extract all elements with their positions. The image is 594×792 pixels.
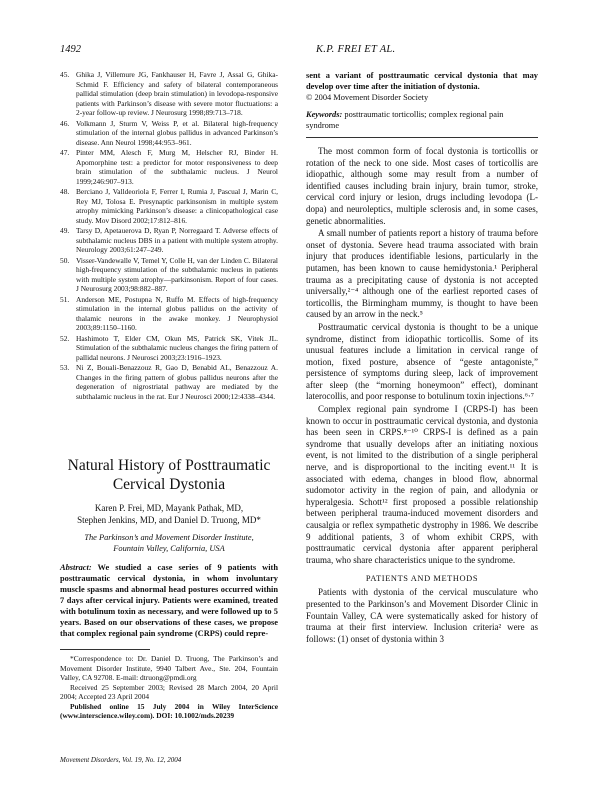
reference-item: 50. Visser-Vandewalle V, Temel Y, Colle H, van der Linden C. Bilateral high-frequency stimulation of the subthalamic nucleus in patients with multiple system atrophy—parkinsonism. Report of four cases. J Neurosurg 2003;98:882–887. — [60, 255, 278, 293]
running-title: K.P. FREI ET AL. — [316, 44, 396, 55]
reference-item: 53. Ni Z, Bouali-Benazzouz R, Gao D, Benabid AL, Benazzouz A. Changes in the firing pattern of globus pallidus neurons after the degeneration of nigrostriatal pathway are mediated by the subthalamic nucleus in the rat. Eur J Neurosci 2000;12:4338–4344. — [60, 363, 278, 401]
published-note: Published online 15 July 2004 in Wiley InterScience (www.interscience.wiley.com). DOI: 10.1002/mds.20239 — [60, 701, 278, 720]
reference-item: 52. Hashimoto T, Elder CM, Okun MS, Patrick SK, Vitek JL. Stimulation of the subthalamic nucleus changes the firing pattern of pallidal neurons. J Neurosci 2003;23:1916–1923. — [60, 333, 278, 362]
abstract-continuation: sent a variant of posttraumatic cervical dystonia that may develop over time after the initiation of dystonia. — [306, 71, 538, 91]
page-number: 1492 — [60, 44, 81, 55]
abstract-text: We studied a case series of 9 patients with posttraumatic cervical dystonia, in whom involuntary muscle spasms and abnormal head postures occurred within 7 days after cervical injury. Patients were examined, treated with botulinum toxin as necessary, and were followed up to 5 years. Based on our observations of these cases, we propose that complex regional pain syndrome (CRPS) could repre- — [60, 563, 278, 638]
abstract — [60, 562, 278, 639]
section-heading: PATIENTS AND METHODS — [365, 574, 479, 584]
reference-item: 45. Ghika J, Villemure JG, Fankhauser H, Favre J, Assal G, Ghika-Schmid F. Efficiency and safety of bilateral contemporaneous pallidal stimulation (deep brain stimulation) in levodopa-responsive patients with Parkinson’s disease with severe motor fluctuations: a 2-year follow-up review. J Neurosurg 1998;89:713–718. — [60, 70, 278, 117]
journal-footer: Movement Disorders, Vol. 19, No. 12, 2004 — [60, 756, 182, 764]
body-paragraph: The most common form of focal dystonia is torticollis or rotation of the neck to one side. Most cases of torticollis are idiopathic, although some may result from a number of identified causes including brain injury, brain tumor, stroke, cervical cord injury or lesion, drugs including levodopa (L-dopa) and neuroleptics, multiple sclerosis and, in some cases, genetic abnormalities. — [306, 146, 538, 226]
reference-item: 47. Pinter MM, Alesch F, Murg M, Helscher RJ, Binder H. Apomorphine test: a predictor for motor responsiveness to deep brain stimulation of the subthalamic nucleus. J Neurol 1999;246:907–913. — [60, 148, 278, 186]
abstract-label: Abstract: — [60, 563, 92, 572]
reference-list — [60, 70, 278, 401]
body-paragraph: Patients with dystonia of the cervical musculature who presented to the Parkinson’s and Movement Disorder Clinic in Fountain Valley, CA were systematically asked for history of trauma at their first interview. Inclusion criteria² were as follows: (1) onset of dystonia within 3 — [306, 587, 538, 644]
reference-item: 51. Anderson ME, Postupna N, Ruffo M. Effects of high-frequency stimulation in the internal globus pallidus on the activity of thalamic neurons in the awake monkey. J Neurophysiol 2003;89:1150–1160. — [60, 294, 278, 332]
article-title: Natural History of Posttraumatic Cervical Dystonia — [67, 457, 271, 493]
keywords-label: Keywords: — [306, 110, 343, 119]
reference-item: 49. Tarsy D, Apetauerova D, Ryan P, Norregaard T. Adverse effects of subthalamic nucleus DBS in a patient with multiple system atrophy. Neurology 2003;61:247–249. — [60, 226, 278, 254]
body-paragraph: Posttraumatic cervical dystonia is thought to be a unique syndrome, distinct from idiopathic torticollis. Some of its unusual features include a limitation in cervical range of motion, fixed posture, absence of “geste antagoniste,” persistence of symptoms during sleep, lack of improvement after sleep (the “morning honeymoon” effect), dominant laterocollis, and poor response to botulinum toxin injections.⁶·⁷ — [306, 321, 538, 402]
body-paragraph: Complex regional pain syndrome I (CRPS-I) has been known to occur in posttraumatic cervical dystonia, and dystonia has been seen in CRPS.⁸⁻¹⁰ CRPS-I is defined as a pain syndrome that usually develops after an initiating noxious event, is not limited to the distribution of a single peripheral nerve, and is disproportional to the inciting event.¹¹ It is associated with edema, changes in blood flow, abnormal sudomotor activity in the region of pain, and allodynia or hyperalgesia. Schott¹² first proposed a possible relationship between peripheral trauma-induced movement disorders and causalgia or reflex sympathetic dystrophy in 1986. We describe 9 additional patients, 3 of whom exhibit CRPS, with posttraumatic cervical dystonia after apparent peripheral trauma, who share characteristics unique to the syndrome. — [306, 404, 538, 565]
article-authors: Karen P. Frei, MD, Mayank Pathak, MD, Stephen Jenkins, MD, and Daniel D. Truong, MD* — [77, 503, 261, 525]
running-header — [60, 44, 538, 58]
left-column — [60, 70, 278, 721]
body-paragraph: A small number of patients report a history of trauma before onset of dystonia. Severe head trauma associated with brain injury that produces identifiable lesions, particularly in the putamen, has been known to cause hemidystonia.¹ Peripheral trauma as a precipitating cause of dystonia is not accepted universally,²⁻⁴ although one of the earliest reported cases of torticollis, the Birmingham mummy, is thought to have been caused by an arrow in the neck.⁵ — [306, 228, 538, 320]
article-affiliation: The Parkinson’s and Movement Disorder Institute, Fountain Valley, California, USA — [84, 533, 254, 553]
correspondence-note: *Correspondence to: Dr. Daniel D. Truong, The Parkinson’s and Movement Disorder Institute, 9940 Talbert Ave., Ste. 204, Fountain Valley, CA 92708. E-mail: dtruong@pmdi.org — [60, 654, 278, 682]
reference-item: 48. Berciano J, Valldeoriola F, Ferrer I, Rumia J, Pascual J, Marin C, Rey MJ, Tolosa E. Presynaptic parkinsonism in multiple system atrophy mimicking Parkinson’s disease: a clinicopathological case study. Mov Disord 2002;17:812–816. — [60, 187, 278, 225]
received-note: Received 25 September 2003; Revised 28 March 2004, 20 April 2004; Accepted 23 April 2004 — [60, 682, 278, 701]
reference-item: 46. Volkmann J, Sturm V, Weiss P, et al. Bilateral high-frequency stimulation of the internal globus pallidus in advanced Parkinson’s disease. Ann Neurol 1998;44:953–961. — [60, 118, 278, 147]
footnotes — [60, 654, 278, 721]
keywords — [306, 109, 538, 131]
body-divider — [306, 137, 538, 138]
keywords-text: posttraumatic torticollis; complex regional pain syndrome — [306, 110, 504, 130]
copyright: © 2004 Movement Disorder Society — [306, 93, 429, 102]
footnote-divider — [60, 649, 150, 650]
right-column — [306, 70, 538, 646]
